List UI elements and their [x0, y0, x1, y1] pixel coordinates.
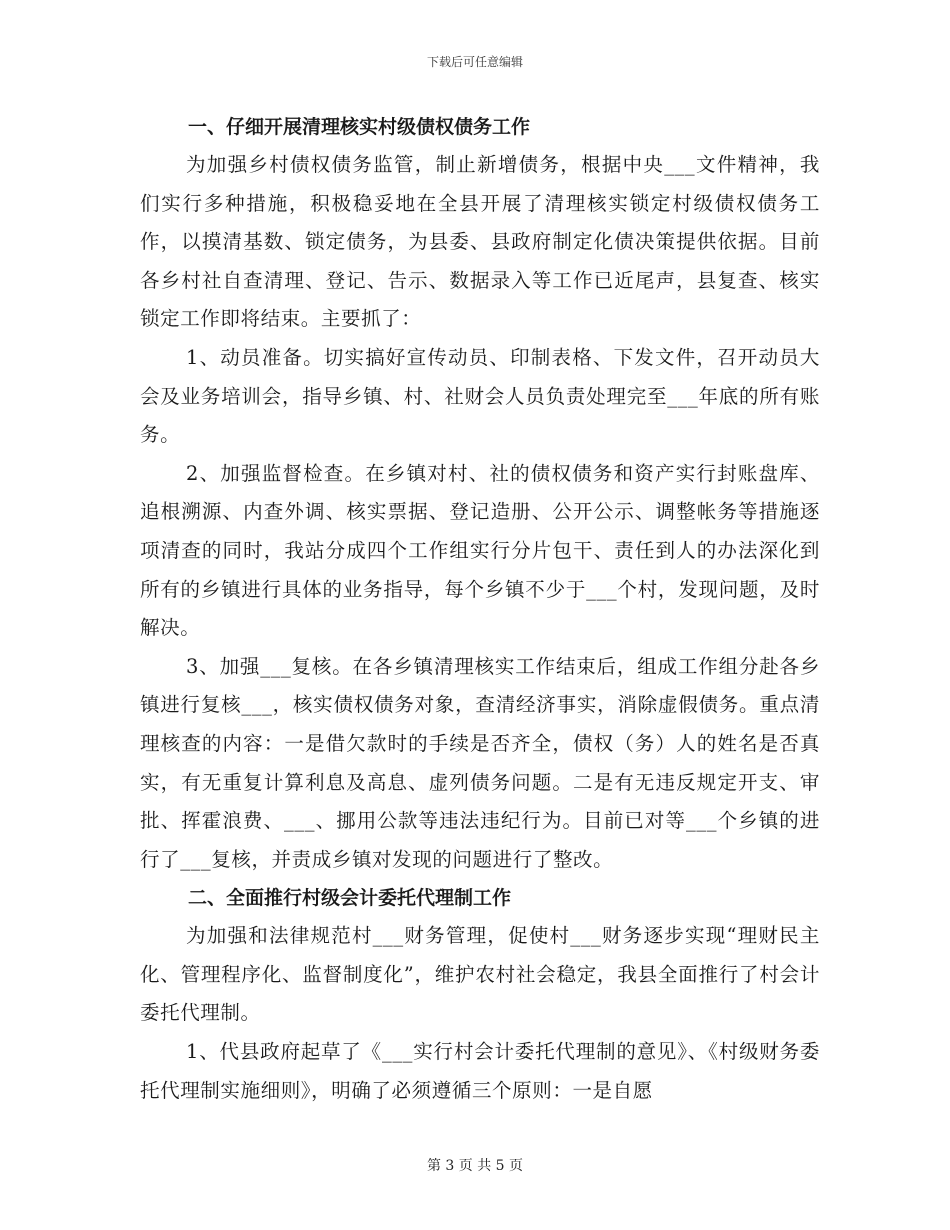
paragraph: 1、动员准备。切实搞好宣传动员、印制表格、下发文件，召开动员大会及业务培训会，指导乡镇、村、社财会人员负责处理完至___年底的所有账务。	[140, 345, 820, 447]
section-heading: 一、仔细开展清理核实村级债权债务工作	[188, 116, 531, 138]
section-heading: 二、全面推行村级会计委托代理制工作	[188, 887, 512, 910]
page-number: 第 3 页 共 5 页	[426, 1158, 524, 1174]
section-1	[140, 108, 820, 879]
paragraph: 1、代县政府起草了《___实行村会计委托代理制的意见》、《村级财务委托代理制实施细则》，明确了必须遵循三个原则：一是自愿	[140, 1040, 820, 1102]
paragraph: 3、加强___复核。在各乡镇清理核实工作结束后，组成工作组分赴各乡镇进行复核___，核实债权债务对象，查清经济事实，消除虚假债务。重点清理核查的内容：一是借欠款时的手续是否齐全，债权（务）人的姓名是否真实，有无重复计算利息及高息、虚列债务问题。二是有无违反规定开支、审批、挥霍浪费、___、挪用公款等违法违纪行为。目前已对等___个乡镇的进行了___复核，并责成乡镇对发现的问题进行了整改。	[140, 654, 820, 871]
paragraph: 为加强和法律规范村___财务管理，促使村___财务逐步实现“理财民主化、管理程序化、监督制度化”，维护农村社会稳定，我县全面推行了村会计委托代理制。	[140, 924, 820, 1025]
paragraph: 为加强乡村债权债务监管，制止新增债务，根据中央___文件精神，我们实行多种措施，积极稳妥地在全县开展了清理核实锁定村级债权债务工作，以摸清基数、锁定债务，为县委、县政府制定化债决策提供依据。目前各乡村社自查清理、登记、告示、数据录入等工作已近尾声，县复查、核实锁定工作即将结束。主要抓了：	[140, 153, 820, 331]
section-2	[140, 879, 820, 1110]
document-body	[140, 108, 820, 1110]
paragraph: 2、加强监督检查。在乡镇对村、社的债权债务和资产实行封账盘库、追根溯源、内查外调、核实票据、登记造册、公开公示、调整帐务等措施逐项清查的同时，我站分成四个工作组实行分片包干、责任到人的办法深化到所有的乡镇进行具体的业务指导，每个乡镇不少于___个村，发现问题，及时解决。	[140, 461, 820, 640]
header-note: 下载后可任意编辑	[426, 55, 523, 69]
